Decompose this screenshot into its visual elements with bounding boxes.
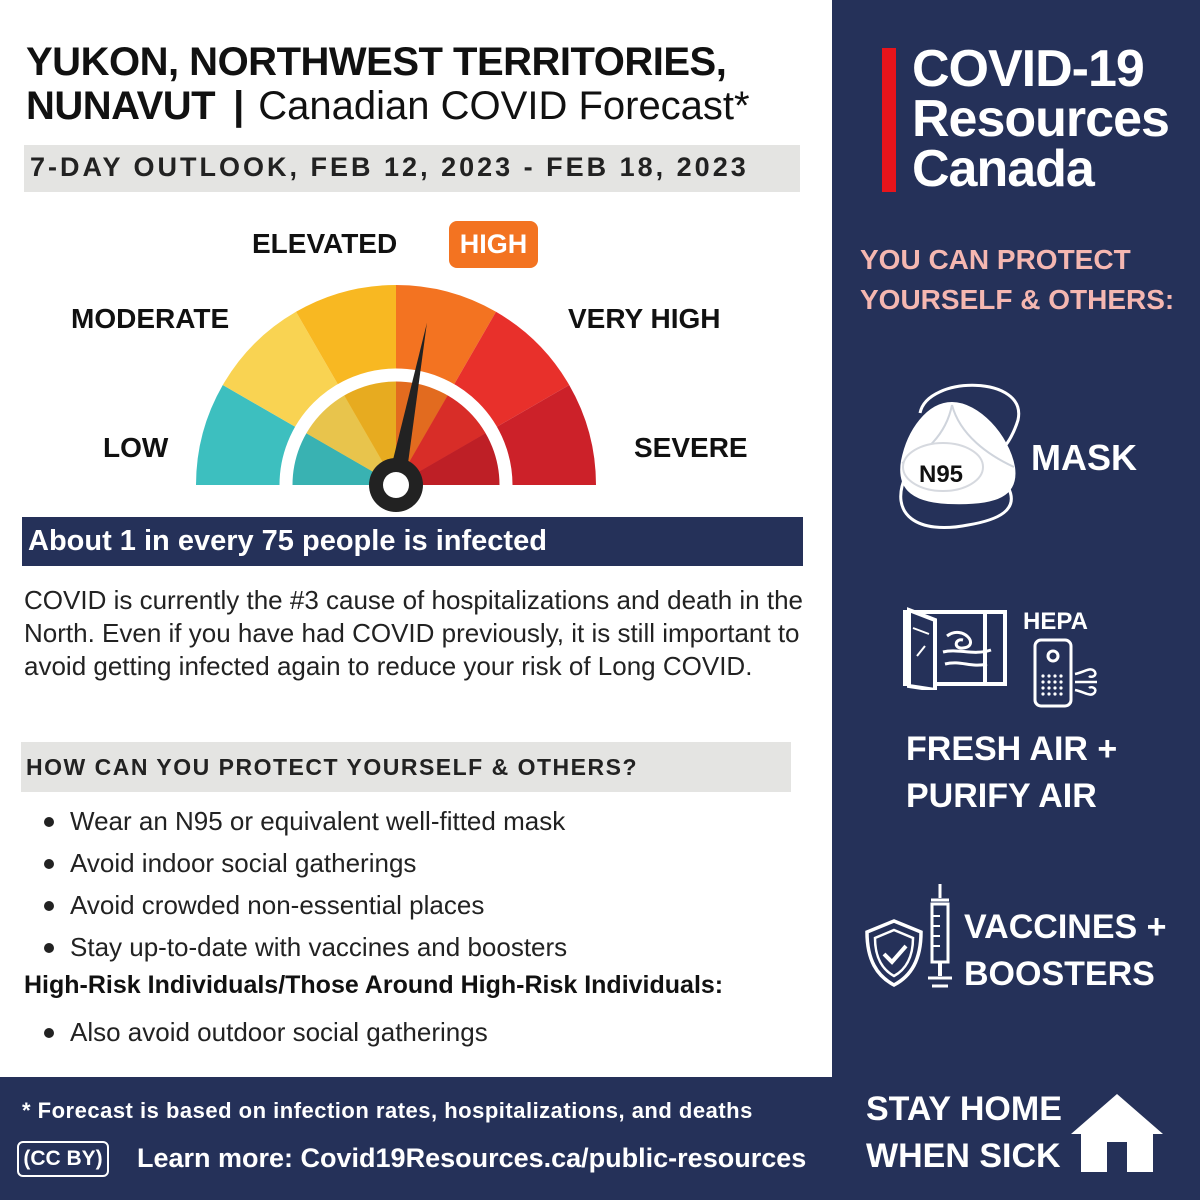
protect-line-1: YOU CAN PROTECT: [860, 244, 1131, 275]
list-item: Avoid crowded non-essential places: [22, 884, 567, 926]
brand-line-1: COVID-19: [912, 40, 1144, 98]
gauge-label-high-current: HIGH: [449, 221, 538, 268]
outlook-bar: [24, 145, 800, 192]
gauge-label-moderate: MODERATE: [71, 303, 230, 334]
gauge-label-very-high: VERY HIGH: [568, 303, 721, 334]
n95-badge-text: N95: [919, 461, 964, 488]
protect-line-2: YOURSELF & OTHERS:: [860, 284, 1175, 315]
vaccine-line-2: BOOSTERS: [964, 955, 1155, 993]
gauge-label-low: LOW: [103, 432, 169, 463]
brand-line-3: Canada: [912, 140, 1094, 198]
sidebar-protect-heading: [860, 240, 1174, 320]
home-line-2: WHEN SICK: [866, 1137, 1061, 1175]
list-item: Stay up-to-date with vaccines and boosters: [22, 926, 567, 968]
vaccine-line-1: VACCINES +: [964, 908, 1167, 946]
air-line-1: FRESH AIR +: [906, 730, 1118, 768]
footer: [0, 1077, 832, 1200]
mask-label: MASK: [1031, 437, 1137, 478]
air-line-2: PURIFY AIR: [906, 777, 1097, 815]
n95-mask-icon: [888, 375, 1028, 535]
gauge-label-severe: SEVERE: [634, 432, 748, 463]
shield-check-icon: [863, 918, 925, 988]
infection-rate-text: About 1 in every 75 people is infected: [28, 525, 547, 557]
gauge-pivot-center: [383, 472, 409, 498]
stay-home-label: [866, 1086, 1062, 1180]
region-title: YUKON, NORTHWEST TERRITORIES,: [26, 40, 727, 84]
protect-heading: HOW CAN YOU PROTECT YOURSELF & OTHERS?: [26, 754, 639, 780]
open-window-icon: [903, 606, 1009, 690]
learn-more-link[interactable]: Learn more: Covid19Resources.ca/public-resources: [137, 1143, 807, 1173]
brand-logo: [912, 40, 1169, 198]
air-purifier-icon: [1031, 636, 1101, 710]
title-separator: |: [233, 84, 245, 128]
infection-banner: [22, 517, 803, 566]
protect-list: [22, 800, 567, 968]
high-risk-list: [22, 1011, 488, 1053]
forecast-subtitle: Canadian COVID Forecast*: [258, 84, 750, 128]
outlook-dates: 7-DAY OUTLOOK, FEB 12, 2023 - FEB 18, 2023: [30, 152, 749, 182]
brand-accent-bar: [882, 48, 896, 192]
hepa-label: HEPA: [1023, 608, 1088, 635]
gauge-label-elevated: ELEVATED: [252, 228, 398, 259]
cc-by-badge: (CC BY): [17, 1141, 109, 1177]
risk-gauge: [180, 272, 612, 512]
fresh-air-label: [906, 726, 1117, 820]
list-item: Avoid indoor social gatherings: [22, 842, 567, 884]
protect-heading-bar: [21, 742, 791, 792]
title-line-2: [26, 84, 750, 129]
list-item: Also avoid outdoor social gatherings: [22, 1011, 488, 1053]
description-paragraph: COVID is currently the #3 cause of hospitalizations and death in the North. Even if you have had COVID previously, it is still important to avoid getting infected again to reduce your risk of Long COVID.: [24, 585, 803, 681]
brand-line-2: Resources: [912, 90, 1169, 148]
home-line-1: STAY HOME: [866, 1090, 1062, 1128]
vaccines-label: [964, 904, 1166, 998]
house-icon: [1069, 1092, 1165, 1174]
region-title-nunavut: NUNAVUT: [26, 84, 216, 128]
list-item: Wear an N95 or equivalent well-fitted mask: [22, 800, 567, 842]
syringe-icon: [923, 882, 957, 992]
forecast-footnote: * Forecast is based on infection rates, hospitalizations, and deaths: [22, 1098, 753, 1123]
high-risk-heading: High-Risk Individuals/Those Around High-Risk Individuals:: [24, 971, 724, 999]
